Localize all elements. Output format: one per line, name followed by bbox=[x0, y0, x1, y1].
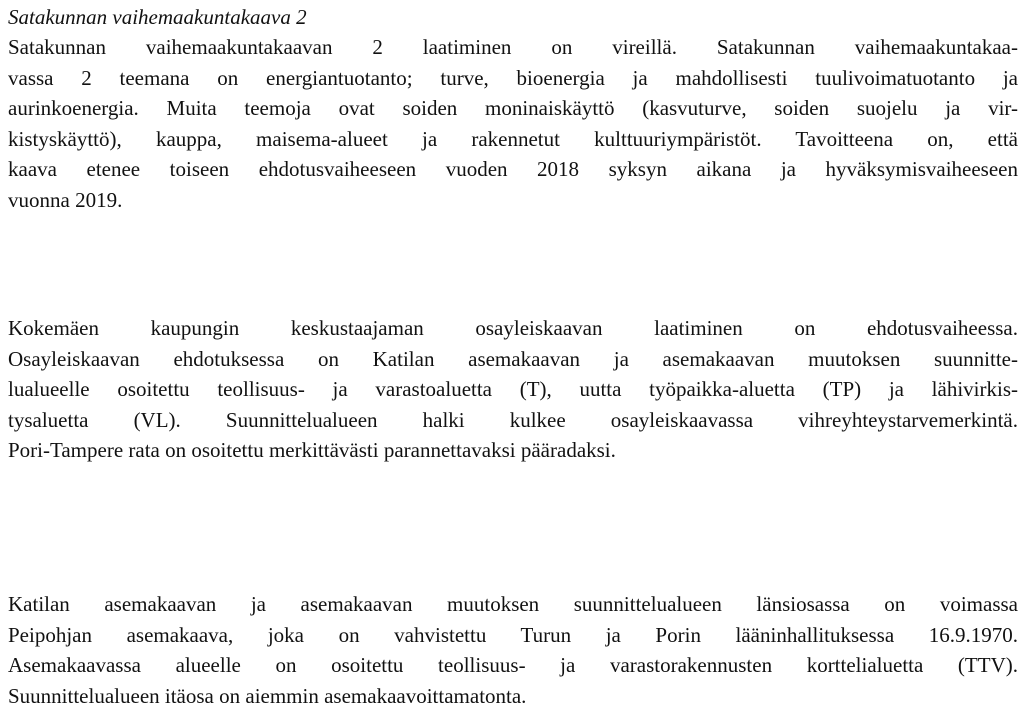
text-line: Pori-Tampere rata on osoitettu merkittävästi parannettavaksi pääradaksi. bbox=[8, 435, 1018, 466]
text-line: aurinkoenergia. Muita teemoja ovat soiden moninaiskäyttö (kasvuturve, soiden suojelu ja vir- bbox=[8, 93, 1018, 124]
text-line: Satakunnan vaihemaakuntakaavan 2 laatiminen on vireillä. Satakunnan vaihemaakuntakaa- bbox=[8, 32, 1018, 63]
text-line: Asemakaavassa alueelle on osoitettu teollisuus- ja varastorakennusten korttelialuetta (TTV). bbox=[8, 650, 1018, 681]
text-line: kaava etenee toiseen ehdotusvaiheeseen vuoden 2018 syksyn aikana ja hyväksymisvaiheeseen bbox=[8, 154, 1018, 185]
text-line: Katilan asemakaavan ja asemakaavan muutoksen suunnittelualueen länsiosassa on voimassa bbox=[8, 589, 1018, 620]
paragraph-regional-plan bbox=[8, 32, 1018, 215]
text-line: Peipohjan asemakaava, joka on vahvistettu Turun ja Porin lääninhallituksessa 16.9.1970. bbox=[8, 620, 1018, 651]
text-line: vuonna 2019. bbox=[8, 185, 1018, 216]
text-line: Kokemäen kaupungin keskustaajaman osayleiskaavan laatiminen on ehdotusvaiheessa. bbox=[8, 313, 1018, 344]
section-heading: Satakunnan vaihemaakuntakaava 2 bbox=[8, 2, 307, 32]
paragraph-detailed-plan bbox=[8, 589, 1018, 711]
text-line: kistyskäyttö), kauppa, maisema-alueet ja rakennetut kulttuuriympäristöt. Tavoitteena on, että bbox=[8, 124, 1018, 155]
paragraph-master-plan bbox=[8, 313, 1018, 466]
text-line: lualueelle osoitettu teollisuus- ja varastoaluetta (T), uutta työpaikka-aluetta (TP) ja lähivirkis- bbox=[8, 374, 1018, 405]
text-line: tysaluetta (VL). Suunnittelualueen halki kulkee osayleiskaavassa vihreyhteystarvemerkintä. bbox=[8, 405, 1018, 436]
text-line: Suunnittelualueen itäosa on aiemmin asemakaavoittamatonta. bbox=[8, 681, 1018, 711]
text-line: vassa 2 teemana on energiantuotanto; turve, bioenergia ja mahdollisesti tuulivoimatuotanto ja bbox=[8, 63, 1018, 94]
text-line: Osayleiskaavan ehdotuksessa on Katilan asemakaavan ja asemakaavan muutoksen suunnitte- bbox=[8, 344, 1018, 375]
